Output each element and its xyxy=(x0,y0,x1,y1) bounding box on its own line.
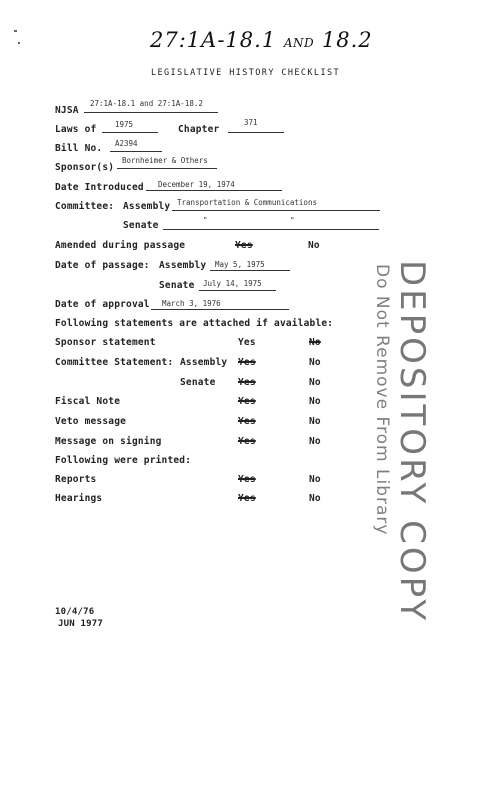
document-title: LEGISLATIVE HISTORY CHECKLIST xyxy=(151,68,341,78)
signing-message-no: No xyxy=(309,436,321,447)
depository-stamp xyxy=(372,260,432,623)
scan-mark xyxy=(18,42,20,44)
laws-underline xyxy=(102,132,158,133)
passage-senate-label: Senate xyxy=(159,280,195,291)
bill-underline xyxy=(110,151,162,152)
committee-statement-senate-no: No xyxy=(309,377,321,388)
committee-senate-value-2: " xyxy=(290,216,295,225)
sponsor-label: Sponsor(s) xyxy=(55,162,115,173)
handwritten-citation-main: 27:1A-18.1 xyxy=(150,28,277,52)
passage-assembly-label: Assembly xyxy=(159,260,207,271)
chapter-underline xyxy=(228,132,284,133)
fiscal-note-yes: Yes xyxy=(238,396,256,407)
handwritten-citation-tail: 18.2 xyxy=(321,28,373,52)
amended-no: No xyxy=(308,240,320,251)
signing-message-yes: Yes xyxy=(238,436,256,447)
amended-label: Amended during passage xyxy=(55,240,186,251)
hearings-no: No xyxy=(309,493,321,504)
chapter-label: Chapter xyxy=(178,124,220,135)
passage-assembly-value: May 5, 1975 xyxy=(215,260,265,269)
committee-senate-value-1: " xyxy=(203,216,208,225)
reports-no: No xyxy=(309,474,321,485)
date-introduced-value: December 19, 1974 xyxy=(158,180,235,189)
njsa-underline xyxy=(84,112,218,113)
veto-message-label: Veto message xyxy=(55,416,127,427)
bill-label: Bill No. xyxy=(55,143,103,154)
passage-senate-underline xyxy=(199,290,276,291)
handwritten-citation xyxy=(150,28,373,52)
bill-value: A2394 xyxy=(115,139,138,148)
reports-yes: Yes xyxy=(238,474,256,485)
committee-statement-assembly-yes: Yes xyxy=(238,357,256,368)
committee-statement-senate-yes: Yes xyxy=(238,377,256,388)
committee-assembly-value: Transportation & Communications xyxy=(177,198,317,207)
handwritten-citation-and: AND xyxy=(283,36,315,50)
committee-statement-label: Committee Statement: xyxy=(55,357,174,368)
passage-senate-value: July 14, 1975 xyxy=(203,279,262,288)
scan-mark xyxy=(14,30,17,32)
sponsor-statement-yes: Yes xyxy=(238,337,256,348)
committee-senate-underline xyxy=(163,229,379,230)
sponsor-underline xyxy=(117,168,217,169)
approval-label: Date of approval xyxy=(55,299,150,310)
statements-heading: Following statements are attached if available: xyxy=(55,318,334,329)
committee-assembly-underline xyxy=(172,210,380,211)
hearings-yes: Yes xyxy=(238,493,256,504)
date-introduced-underline xyxy=(146,190,282,191)
sponsor-statement-no: No xyxy=(309,337,321,348)
laws-label: Laws of xyxy=(55,124,97,135)
approval-value: March 3, 1976 xyxy=(162,299,221,308)
veto-message-yes: Yes xyxy=(238,416,256,427)
committee-statement-assembly-label: Assembly xyxy=(180,357,228,368)
printed-heading: Following were printed: xyxy=(55,455,192,466)
committee-statement-assembly-no: No xyxy=(309,357,321,368)
fiscal-note-label: Fiscal Note xyxy=(55,396,121,407)
footer-date-2: JUN 1977 xyxy=(58,619,103,629)
sponsor-statement-label: Sponsor statement xyxy=(55,337,156,348)
committee-statement-senate-label: Senate xyxy=(180,377,216,388)
committee-label: Committee: xyxy=(55,201,115,212)
depository-stamp-line1: DEPOSITORY COPY xyxy=(392,260,432,624)
passage-assembly-underline xyxy=(210,270,290,271)
amended-yes: Yes xyxy=(235,240,253,251)
njsa-value: 27:1A-18.1 and 27:1A-18.2 xyxy=(90,99,203,108)
committee-assembly-label: Assembly xyxy=(123,201,171,212)
reports-label: Reports xyxy=(55,474,97,485)
fiscal-note-no: No xyxy=(309,396,321,407)
date-introduced-label: Date Introduced xyxy=(55,182,144,193)
passage-label: Date of passage: xyxy=(55,260,150,271)
committee-senate-label: Senate xyxy=(123,220,159,231)
veto-message-no: No xyxy=(309,416,321,427)
njsa-label: NJSA xyxy=(55,105,79,116)
sponsor-value: Bornheimer & Others xyxy=(122,156,208,165)
approval-underline xyxy=(151,309,289,310)
hearings-label: Hearings xyxy=(55,493,103,504)
signing-message-label: Message on signing xyxy=(55,436,162,447)
depository-stamp-line2: Do Not Remove From Library xyxy=(372,264,392,536)
laws-value: 1975 xyxy=(115,120,134,129)
chapter-value: 371 xyxy=(244,118,258,127)
footer-date-1: 10/4/76 xyxy=(55,607,95,617)
